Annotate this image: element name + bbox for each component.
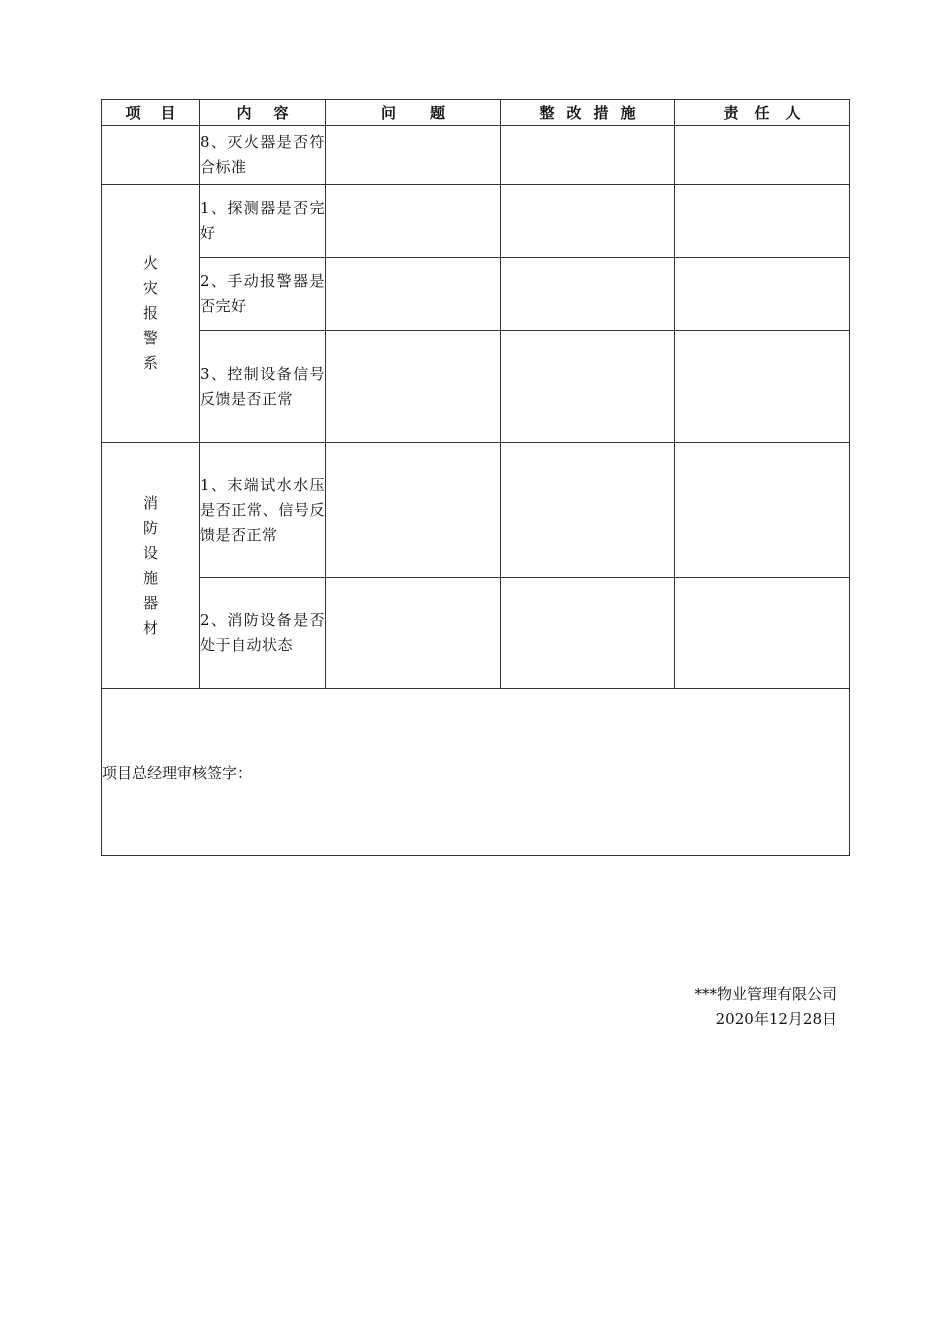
remedy-cell[interactable]	[501, 185, 675, 258]
inspection-table	[101, 99, 850, 856]
company-name: ***物业管理有限公司	[694, 985, 837, 1003]
content-cell: 8、灭火器是否符合标准	[200, 126, 326, 185]
header-issue: 问题	[326, 100, 501, 126]
owner-cell[interactable]	[675, 578, 850, 689]
header-remedy: 整改措施	[501, 100, 675, 126]
category-cell	[102, 126, 200, 185]
issue-cell[interactable]	[326, 331, 501, 443]
issue-cell[interactable]	[326, 126, 501, 185]
table-row	[102, 443, 850, 578]
remedy-cell[interactable]	[501, 126, 675, 185]
table-header-row	[102, 100, 850, 126]
document-footer	[694, 982, 837, 1032]
issue-cell[interactable]	[326, 443, 501, 578]
owner-cell[interactable]	[675, 331, 850, 443]
remedy-cell[interactable]	[501, 258, 675, 331]
signature-label: 项目总经理审核签字：	[102, 763, 253, 782]
header-content: 内容	[200, 100, 326, 126]
table-row	[102, 126, 850, 185]
signature-row	[102, 689, 850, 856]
remedy-cell[interactable]	[501, 443, 675, 578]
owner-cell[interactable]	[675, 258, 850, 331]
content-cell: 1、末端试水水压是否正常、信号反馈是否正常	[200, 443, 326, 578]
issue-cell[interactable]	[326, 578, 501, 689]
signature-cell[interactable]	[102, 689, 850, 856]
content-cell: 1、探测器是否完好	[200, 185, 326, 258]
owner-cell[interactable]	[675, 185, 850, 258]
table-row	[102, 331, 850, 443]
content-cell: 2、消防设备是否处于自动状态	[200, 578, 326, 689]
category-cell-fire-facilities: 消防设施器材	[102, 443, 200, 689]
owner-cell[interactable]	[675, 443, 850, 578]
owner-cell[interactable]	[675, 126, 850, 185]
header-item: 项目	[102, 100, 200, 126]
remedy-cell[interactable]	[501, 578, 675, 689]
category-cell-fire-alarm: 火灾报警系	[102, 185, 200, 443]
header-owner: 责任人	[675, 100, 850, 126]
table-row	[102, 185, 850, 258]
content-cell: 2、手动报警器是否完好	[200, 258, 326, 331]
table-row	[102, 578, 850, 689]
issue-cell[interactable]	[326, 258, 501, 331]
remedy-cell[interactable]	[501, 331, 675, 443]
issue-cell[interactable]	[326, 185, 501, 258]
content-cell: 3、控制设备信号反馈是否正常	[200, 331, 326, 443]
document-date: 2020年12月28日	[715, 1010, 837, 1028]
table-row	[102, 258, 850, 331]
